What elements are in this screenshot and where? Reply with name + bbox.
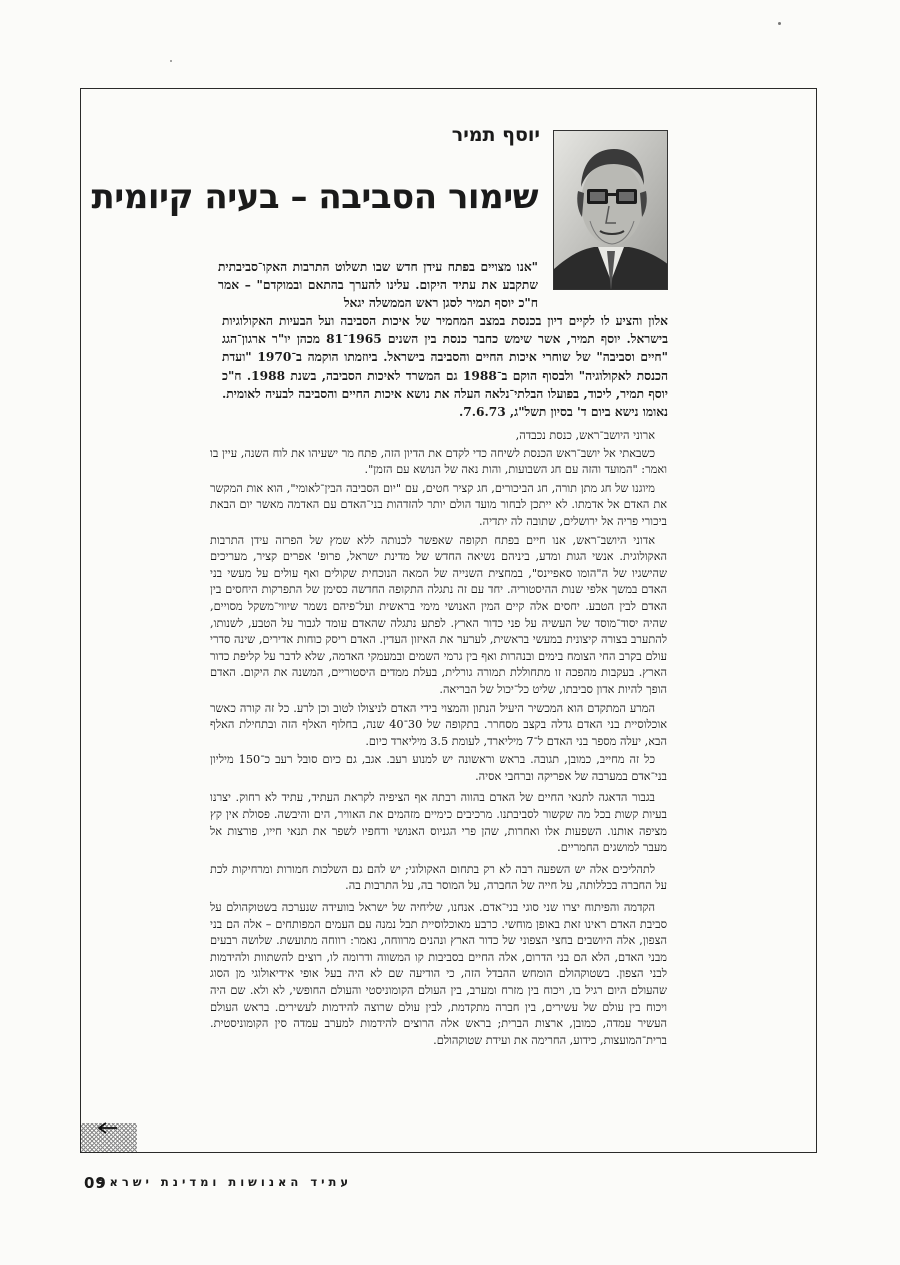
body-paragraph: הקדמה והפיתוח יצרו שני סוגי בני־אדם. אנחנו, שליחיה של ישראל בוועידה שנערכה בשטוקהולם על סביבת האדם ראינו זאת באופן מוחשי. כרבע מאוכלוסיית תבל נמנה עם העמים המפותחים – אלה הם בני הצפון, אלה היושבים בחצי הצפוני של כדור הארץ ונהנים מרווחה, נאמר: רווחה מתועשת. שלושה רבעים מבני האדם, הלא הם בני הדרום, אלה החיים בסביבות קו המשווה ודרומה לו, רוצים להשתוות ולהידמות לבני הצפון. בשטוקהולם הומחש ההבדל הזה, כי הודיעה שם לא היה בעל אופי אידיאולוגי מן הסוג שהעולם היום רגיל בו, ויכוח בין מזרח ומערב, בין העולם הקומוניסטי והעולם החופשי, לא ולא. שם היה ויכוח בין עולם של עשירים, בין חברה מתקדמת, לבין עולם שרוצה להידמות לעשירים. בראש העולם העשיר עמדה, כמובן, ארצות הברית; בראש אלה הרוצים להידמות למערב עמדה סין הקומוניסטית. ברית־המועצות, כידוע, החרימה את ועידת שטוקהולם. (210, 901, 667, 1047)
running-title: עתיד האנושות ומדינת ישראל (98, 1175, 352, 1189)
body-paragraph: לתהליכים אלה יש השפעה רבה לא רק בתחום האקולוגי; יש להם גם השלכות חמורות ומרחיקות לכת על החברה בכללותה, על חייה של החברה, על המוסר בה, על התרבות בה. (210, 862, 667, 893)
speech-body (210, 428, 667, 1051)
body-paragraph: המרע המתקדם הוא המכשיר היעיל הנתון והמצוי בידי האדם לניצולו לטוב וכן לרע. כל זה קורה כאשר אוכלוסיית בני האדם גדלה בקצב מסחרר. בתקופה של 30־40 שנה, בחלוף האלף הזה ובתחילת האלף הבא, יעלה מספר בני האדם ל־7 מיליארד, לעומת 3.5 מיליארד כיום. (210, 701, 667, 748)
body-paragraph: בגבור הדאגה לתנאי החיים של האדם בהווה רבתה אף הציפיה לקראת העתיד, עתיד לא רחוק. יצרנו בעיות קשות בכל מה שקשור לסביבתנו. מרכיבים כימיים מזהמים את האוויר, הים והיבשה. פסולת אין קץ מציפה אותנו. השפעות אלו ואחרות, שהן פרי הגניוס האנושי ודחפיו לשפר את תנאי חייו, פורצות אל מעבר למושגים החמריים. (210, 791, 667, 855)
article-title: שימור הסביבה – בעיה קיומית (91, 177, 538, 217)
body-paragraph: אדוני היושב־ראש, אנו חיים בפתח תקופה שאפשר לכנותה ללא שמץ של הפרזה עידן התרבות האקולוגית. אנשי הגות ומדע, ביניהם נשיאה החדש של מדינת ישראל, פרופ' אפרים קציר, מעריכים שהישגיו של ה"הומו סאפיינס", במחצית השנייה של המאה הנוכחית שקולים ואף עולים על מעשי בני האדם במשך אלפי שנות ההיסטוריה. יחד עם זה נתגלה התקופה החדשה כסימן של התפרקות היחסים בין האדם לבין הטבע. יחסים אלה קיים המין האנושי מימי בראשית ועל־פיהם נשמר שיווי־משקל מסויים, שהיה יסוד־מוסד של העשיה על פני כדור הארץ. לפתע נתגלה שהאדם עומד לגבור על הטבע, לשנותו, להתערב בצורה קיצונית במעשי בראשית, לערער את האיזון העדין. האדם ריסק כוחות אדירים, שינה סדרי עולם בקרב החי הצומח בימים ובנהרות ואף בין גרמי השמים ובמעמקי האדמה, שלא לדבר על קליפת כדור הארץ. בעקבות מהפכה זו מתחוללת תמורה גורלית, בעלת ממדים היסטוריים, המשנה את היקום. האדם הופך להיות אדון סביבתו, שליט כל־יכול של הבריאה. (210, 533, 667, 696)
author-portrait (553, 130, 668, 290)
page-number: 09 (84, 1174, 107, 1192)
scan-speck (778, 22, 781, 25)
scan-speck (170, 60, 172, 62)
intro-paragraph-top: "אנו מצויים בפתח עידן חדש שבו תשלוט התרבות האקו־סביבתית שתקבע את עתיד היקום. עלינו להערך בהתאם ובמוקדם" – אמר ח"כ יוסף תמיר לסגן ראש הממשלה יגאל (218, 260, 538, 311)
body-paragraph: כשבאתי אל יושב־ראש הכנסת לשיחה כדי לקדם את הדיון הזה, פתח מר ישעיהו את לוח השנה, עיין בו ואמר: "המועד והזה עם חג השבועות, והות נאה של הנושא עם הזמן". (210, 446, 667, 477)
author-name: יוסף תמיר (451, 124, 540, 146)
body-paragraph: מיוגנו של חג מתן תורה, חג הביכורים, חג קציר חטים, עם "יום הסביבה הבין־לאומי", הוא אות המקשר את האדם אל אדמתו. לא ייתכן לבחור מועד הולם יותר להזדהות בני־האדם עם האדמה מאשר יום הבאת ביכורי פריה אל ירושלים, שתובה לה יתדיה. (210, 481, 667, 528)
author-portrait-drawing (554, 131, 668, 290)
body-paragraph: כל זה מחייב, כמובן, תגובה. בראש וראשונה יש למנוע רעב. אגב, גם כיום סובל רעב כ־150 מיליון בני־אדם במערבה של אפריקה וברחבי אסיה. (210, 753, 667, 783)
intro-paragraph-bottom: אלון והציע לו לקיים דיון בכנסת במצב המחמיר של איכות הסביבה ועל הבעיות האקולוגיות בישראל. יוסף תמיר, אשר שימש כחבר כנסת בין השנים 1965־81 מכהן יו"ר ארגון־הגג "חיים וסביבה" של שוחרי איכות החיים והסביבה בישראל. ביוזמתו הוקמה ב־1970 "ועדת הכנסת לאקולוגיה" ולבסוף הוקם ב־1988 גם המשרד לאיכות הסביבה, בשנת 1988. ח"כ יוסף תמיר, ליכוד, בפועלו הבלתי־נלאה העלה את נושא איכות החיים והסביבה לבעיה לאומית. נאומו נישא ביום ד' בסיון תשל"ג, 7.6.73. (222, 314, 668, 420)
speech-salutation: ארוני היושב־ראש, כנסת נכבדה, (515, 429, 655, 442)
arrow-left-icon (96, 1121, 118, 1135)
